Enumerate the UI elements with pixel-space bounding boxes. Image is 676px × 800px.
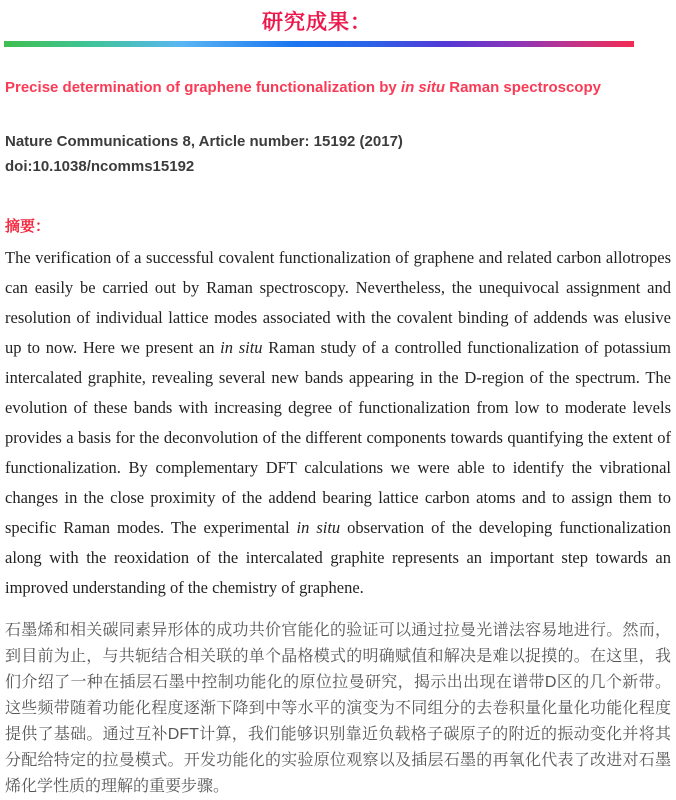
page-header: [0, 6, 640, 47]
doi-line: doi:10.1038/ncomms15192: [5, 158, 195, 175]
abstract-paragraph: The verification of a successful covalent functionalization of graphene and related carbon allotropes can easily be carried out by Raman spectroscopy. Nevertheless, the unequivocal assignment and resolution of individual lattice modes associated with the covalent binding of addends was elusive up to now. Here we present an in situ Raman study of a controlled functionalization of potassium intercalated graphite, revealing several new bands appearing in the D-region of the spectrum. The evolution of these bands with increasing degree of functionalization from low to moderate levels provides a basis for the deconvolution of the different components towards quantifying the extent of functionalization. By complementary DFT calculations we were able to identify the vibrational changes in the close proximity of the addend bearing lattice carbon atoms and to assign them to specific Raman modes. The experimental in situ observation of the developing functionalization along with the reoxidation of the intercalated graphite represents an important step towards an improved understanding of the chemistry of graphene.: [5, 248, 671, 597]
chinese-abstract-paragraph: 石墨烯和相关碳同素异形体的成功共价官能化的验证可以通过拉曼光谱法容易地进行。然而，到目前为止，与共轭结合相关联的单个晶格模式的明确赋值和解决是难以捉摸的。在这里，我们介绍了一种在插层石墨中控制功能化的原位拉曼研究，揭示出出现在谱带D区的几个新带。这些频带随着功能化程度逐渐下降到中等水平的演变为不同组分的去卷积量化量化功能化程度提供了基础。通过互补DFT计算，我们能够识别靠近负载格子碳原子的附近的振动变化并将其分配给特定的拉曼模式。开发功能化的实验原位观察以及插层石墨的再氧化代表了改进对石墨烯化学性质的理解的重要步骤。: [5, 622, 671, 795]
gradient-divider: [4, 41, 634, 47]
page-title: 研究成果：: [262, 11, 372, 34]
abstract-heading: 摘要：: [5, 218, 51, 235]
journal-line: Nature Communications 8, Article number: 15192 (2017): [5, 133, 403, 150]
article-title: Precise determination of graphene functionalization by in situ Raman spectroscopy: [5, 79, 601, 96]
journal-info: [5, 129, 671, 179]
